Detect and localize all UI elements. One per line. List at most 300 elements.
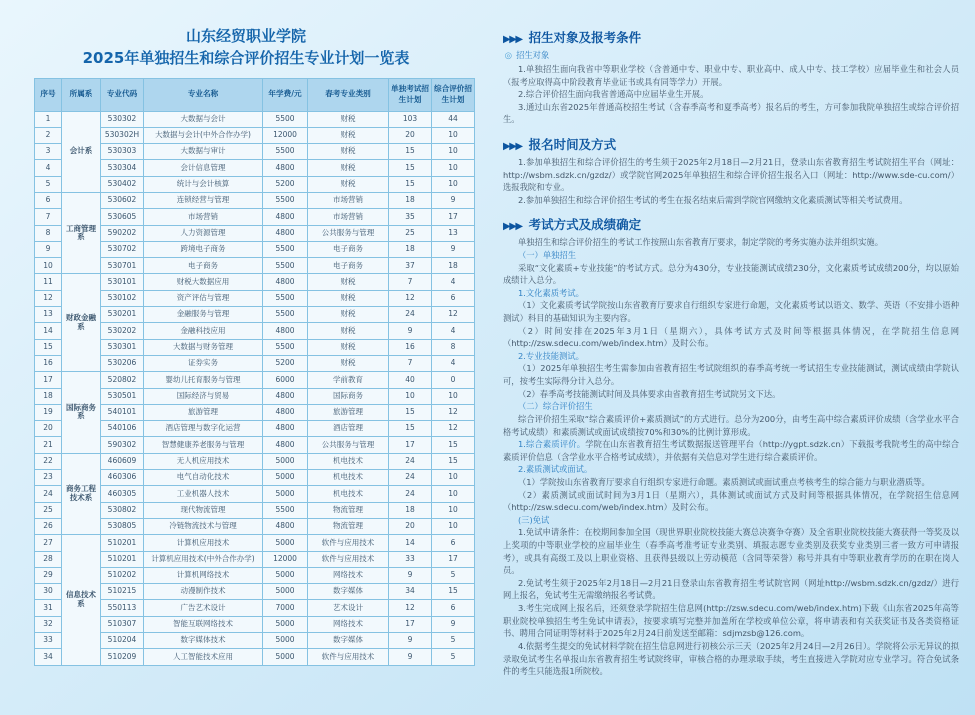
table-cell: 10 [389, 388, 432, 404]
table-cell: 10 [432, 176, 475, 192]
table-cell: 31 [35, 600, 62, 616]
table-cell: 18 [389, 192, 432, 208]
table-cell: 财税 [308, 160, 389, 176]
paragraph [503, 489, 959, 514]
sub-heading [503, 350, 959, 363]
table-cell: 5500 [263, 502, 308, 518]
enrollment-plan-table [34, 78, 475, 666]
table-cell: 530605 [101, 209, 144, 225]
table-cell: 23 [35, 470, 62, 486]
table-cell: 15 [389, 176, 432, 192]
table-cell: 财税 [308, 355, 389, 371]
paragraph-text: （2）素质测试或面试时间为3月1日（星期六），具体测试或面试方式及时间等根据具体情况，在学院招生信息网（http://zsw.sdecu.com/web/index.htm）及时公布。 [503, 489, 959, 513]
table-row [35, 355, 475, 371]
table-cell: 7 [389, 274, 432, 290]
table-cell: 17 [432, 551, 475, 567]
table-cell: 24 [389, 470, 432, 486]
table-cell: 网络技术 [308, 616, 389, 632]
table-cell: 7 [389, 355, 432, 371]
table-cell: 530701 [101, 258, 144, 274]
col-header-name: 专业名称 [144, 78, 263, 111]
table-cell: 现代物流管理 [144, 502, 263, 518]
table-cell: 6000 [263, 372, 308, 388]
table-row [35, 518, 475, 534]
info-section [503, 215, 959, 677]
table-row [35, 209, 475, 225]
table-cell: 5500 [263, 192, 308, 208]
paragraph [503, 325, 959, 350]
table-cell: 5500 [263, 258, 308, 274]
table-row [35, 258, 475, 274]
paragraph-lead: 1.综合素质评价。 [517, 439, 586, 450]
table-cell: 15 [432, 584, 475, 600]
table-row [35, 404, 475, 420]
table-cell: 24 [35, 486, 62, 502]
sub-heading [503, 438, 959, 463]
table-cell: 财政金融系 [62, 274, 101, 372]
table-cell: 17 [389, 616, 432, 632]
table-row [35, 470, 475, 486]
table-row [35, 388, 475, 404]
table-cell: 8 [432, 339, 475, 355]
table-cell: 30 [35, 584, 62, 600]
table-cell: 530805 [101, 518, 144, 534]
table-cell: 冷链物流技术与管理 [144, 518, 263, 534]
table-cell: 1 [35, 111, 62, 127]
table-cell: 机电技术 [308, 453, 389, 469]
table-row [35, 274, 475, 290]
table-row [35, 567, 475, 583]
table-cell: 财税 [308, 323, 389, 339]
table-cell: 数字媒体 [308, 633, 389, 649]
table-cell: 4800 [263, 404, 308, 420]
paragraph-text: （二）综合评价招生 [517, 401, 593, 412]
paragraph [503, 388, 959, 401]
table-cell: 4 [432, 274, 475, 290]
table-row [35, 241, 475, 257]
table-cell: 4 [35, 160, 62, 176]
table-cell: 12 [389, 290, 432, 306]
table-cell: 540106 [101, 421, 144, 437]
table-cell: 0 [432, 372, 475, 388]
table-cell: 5500 [263, 290, 308, 306]
table-cell: 16 [389, 339, 432, 355]
table-cell: 9 [432, 192, 475, 208]
section-title [503, 215, 959, 233]
table-cell: 财税大数据应用 [144, 274, 263, 290]
paragraph-text: （1）学院按山东省教育厅要求自行组织专家进行命题。素质测试或面试重点考核考生的综合能力与职业潜质等。 [517, 476, 930, 487]
table-cell: 旅游管理 [144, 404, 263, 420]
table-row [35, 649, 475, 665]
table-cell: 5000 [263, 584, 308, 600]
table-cell: 9 [389, 567, 432, 583]
triple-arrow-icon: ▶▶▶ [503, 34, 522, 45]
table-cell: 6 [432, 600, 475, 616]
table-cell: 530402 [101, 176, 144, 192]
table-title: 2025年单独招生和综合评价招生专业计划一览表 [82, 48, 410, 67]
plan-table-panel [34, 26, 472, 666]
sub-heading [503, 249, 959, 262]
sub-heading [503, 514, 959, 527]
table-row [35, 616, 475, 632]
table-cell: 动漫制作技术 [144, 584, 263, 600]
col-header-dept: 所属系 [62, 78, 101, 111]
table-cell: 530303 [101, 144, 144, 160]
table-cell: 530101 [101, 274, 144, 290]
table-cell: 机电技术 [308, 486, 389, 502]
paragraph [503, 156, 959, 194]
table-cell: 9 [389, 323, 432, 339]
table-cell: 旅游管理 [308, 404, 389, 420]
table-cell: 物流管理 [308, 518, 389, 534]
sub-heading [503, 49, 959, 63]
college-name: 山东经贸职业学院 [185, 27, 306, 45]
table-cell: 37 [389, 258, 432, 274]
paragraph-text: （2）时间安排在2025年3月1日（星期六），具体考试方式及时间等根据具体情况，在学院招生信息网（http://zsw.sdecu.com/web/index.htm）及时公布。 [503, 325, 959, 349]
table-cell: 25 [389, 225, 432, 241]
paragraph-text: （2）春季高考技能测试时间及具体要求由省教育招生考试院另文下达。 [517, 388, 781, 399]
table-cell: 5500 [263, 307, 308, 323]
table-cell: 510204 [101, 633, 144, 649]
table-cell: 20 [389, 518, 432, 534]
table-cell: 33 [35, 633, 62, 649]
paragraph-text: 2.综合评价招生面向我省普通高中应届毕业生开展。 [517, 89, 709, 100]
paragraph [503, 476, 959, 489]
table-cell: 3 [35, 144, 62, 160]
table-cell: 物流管理 [308, 502, 389, 518]
table-cell: 5500 [263, 339, 308, 355]
table-cell: 550113 [101, 600, 144, 616]
table-cell: 4800 [263, 421, 308, 437]
table-cell: 590302 [101, 437, 144, 453]
table-cell: 财税 [308, 144, 389, 160]
table-cell: 35 [389, 209, 432, 225]
table-cell: 国际经济与贸易 [144, 388, 263, 404]
paragraph-text: 采取“文化素质+专业技能”的考试方式。总分为430分，专业技能测试成绩230分，文化素质考试成绩200分，均以原始成绩计入总分。 [503, 262, 959, 286]
table-cell: 4800 [263, 323, 308, 339]
table-row [35, 372, 475, 388]
section-title-text: 招生对象及报考条件 [528, 30, 642, 45]
table-cell: 计算机网络技术 [144, 567, 263, 583]
table-cell: 40 [389, 372, 432, 388]
section-title-text: 考试方式及成绩确定 [528, 217, 642, 233]
table-cell: 统计与会计核算 [144, 176, 263, 192]
table-cell: 市场营销 [308, 192, 389, 208]
table-cell: 10 [432, 486, 475, 502]
table-cell: 工业机器人技术 [144, 486, 263, 502]
table-row [35, 192, 475, 208]
table-row [35, 584, 475, 600]
table-row [35, 144, 475, 160]
table-cell: 国际商务 [308, 388, 389, 404]
table-cell: 18 [35, 388, 62, 404]
table-cell: 15 [389, 404, 432, 420]
table-cell: 7 [35, 209, 62, 225]
table-cell: 11 [35, 274, 62, 290]
table-cell: 12 [432, 421, 475, 437]
table-row [35, 176, 475, 192]
table-row [35, 600, 475, 616]
table-cell: 10 [432, 502, 475, 518]
table-cell: 15 [35, 339, 62, 355]
table-cell: 市场营销 [144, 209, 263, 225]
table-cell: 12000 [263, 551, 308, 567]
table-cell: 34 [389, 584, 432, 600]
table-cell: 15 [389, 160, 432, 176]
paragraph [503, 299, 959, 324]
table-cell: 数字媒体技术 [144, 633, 263, 649]
table-cell: 10 [432, 518, 475, 534]
table-cell: 软件与应用技术 [308, 535, 389, 551]
table-cell: 590202 [101, 225, 144, 241]
table-cell: 软件与应用技术 [308, 551, 389, 567]
table-cell: 34 [35, 649, 62, 665]
table-cell: 智慧健康养老服务与管理 [144, 437, 263, 453]
table-cell: 4800 [263, 225, 308, 241]
table-cell: 软件与应用技术 [308, 649, 389, 665]
table-cell: 12 [432, 307, 475, 323]
table-cell: 4800 [263, 160, 308, 176]
paragraph-text: 4.依据考生提交的免试材料学院在招生信息网进行初核公示三天（2025年2月24日—2月26日）。学院将公示无异议的拟录取免试考生名单报山东省教育招生考试院终审，审核合格的办理录取手续，考生直接进入学院对应专业学习。符合免试条件的考生只能选报1所院校。 [503, 640, 959, 677]
table-header [35, 78, 475, 111]
paragraph-text: （1）2025年单独招生考生需参加由省教育招生考试院组织的春季高考统一考试招生专业技能测试，测试成绩由学院认可，按考生实际得分计入总分。 [503, 363, 959, 387]
table-cell: 460609 [101, 453, 144, 469]
table-cell: 大数据与会计(中外合作办学) [144, 127, 263, 143]
table-cell: 27 [35, 535, 62, 551]
table-cell: 财税 [308, 307, 389, 323]
table-cell: 10 [432, 160, 475, 176]
table-cell: 4 [432, 355, 475, 371]
table-cell: 酒店管理 [308, 421, 389, 437]
table-cell: 510202 [101, 567, 144, 583]
table-cell: 6 [432, 535, 475, 551]
table-cell: 5 [432, 649, 475, 665]
table-cell: 530302H [101, 127, 144, 143]
table-cell: 530201 [101, 307, 144, 323]
table-cell: 18 [432, 258, 475, 274]
table-cell: 24 [389, 453, 432, 469]
table-cell: 资产评估与管理 [144, 290, 263, 306]
table-cell: 5200 [263, 176, 308, 192]
paragraph-text: (三)免试 [517, 514, 550, 525]
table-cell: 财税 [308, 274, 389, 290]
table-cell: 460305 [101, 486, 144, 502]
table-cell: 14 [389, 535, 432, 551]
circle-icon: ◎ [504, 51, 513, 61]
table-row [35, 551, 475, 567]
table-cell: 15 [389, 421, 432, 437]
table-cell: 人工智能技术应用 [144, 649, 263, 665]
table-cell: 12 [389, 600, 432, 616]
paragraph [503, 577, 959, 602]
paragraph-text: 单独招生和综合评价招生的考试工作按照山东省教育厅要求，制定学院的考务实施办法并组织实施。 [517, 237, 884, 248]
table-cell: 6 [432, 290, 475, 306]
paragraph-text: 3.通过山东省2025年普通高校招生考试（含春季高考和夏季高考）报名后的考生，方可参加我院单独招生或综合评价招生。 [503, 101, 959, 125]
table-row [35, 453, 475, 469]
table-cell: 智能互联网络技术 [144, 616, 263, 632]
paragraph-text: （一）单独招生 [517, 250, 577, 260]
table-cell: 5000 [263, 453, 308, 469]
table-cell: 5 [432, 633, 475, 649]
table-row [35, 421, 475, 437]
table-cell: 电气自动化技术 [144, 470, 263, 486]
table-cell: 15 [389, 144, 432, 160]
table-cell: 无人机应用技术 [144, 453, 263, 469]
table-cell: 4 [432, 323, 475, 339]
paragraph [503, 262, 959, 287]
table-cell: 530602 [101, 192, 144, 208]
table-cell: 5000 [263, 616, 308, 632]
info-section [503, 28, 959, 126]
paragraph [503, 194, 959, 207]
table-cell: 5000 [263, 649, 308, 665]
table-cell: 大数据与财务管理 [144, 339, 263, 355]
table-cell: 公共服务与管理 [308, 437, 389, 453]
table-cell: 10 [432, 388, 475, 404]
paragraph-text: （1）文化素质考试学院按山东省教育厅要求自行组织专家进行命题，文化素质考试以语文、数学、英语（不安排小语种测试）科目的基础知识为主要内容。 [503, 300, 959, 324]
table-cell: 4800 [263, 209, 308, 225]
table-cell: 22 [35, 453, 62, 469]
paragraph-text: 综合评价招生采取“综合素质评价+素质测试”的方式进行。总分为200分，由考生高中综合素质评价成绩（含学业水平合格考试成绩）和素质测试或面试成绩按70%和30%的比例计算形成。 [503, 413, 959, 437]
table-cell: 520802 [101, 372, 144, 388]
table-cell: 9 [432, 241, 475, 257]
table-cell: 540101 [101, 404, 144, 420]
table-row [35, 290, 475, 306]
table-cell: 460306 [101, 470, 144, 486]
table-cell: 530102 [101, 290, 144, 306]
table-row [35, 486, 475, 502]
table-cell: 财税 [308, 127, 389, 143]
table-cell: 530302 [101, 111, 144, 127]
table-cell: 公共服务与管理 [308, 225, 389, 241]
paragraph-text: 2.素质测试或面试。 [517, 464, 593, 475]
table-row [35, 307, 475, 323]
paragraph [503, 526, 959, 576]
table-cell: 9 [35, 241, 62, 257]
table-cell: 会计系 [62, 111, 101, 192]
table-cell: 5500 [263, 144, 308, 160]
sub-heading [503, 463, 959, 476]
table-row [35, 160, 475, 176]
table-cell: 4800 [263, 274, 308, 290]
table-cell: 10 [432, 144, 475, 160]
table-cell: 学前教育 [308, 372, 389, 388]
table-cell: 15 [432, 453, 475, 469]
table-cell: 信息技术系 [62, 535, 101, 665]
paragraph [503, 63, 959, 88]
table-cell: 26 [35, 518, 62, 534]
table-row [35, 502, 475, 518]
right-column [503, 24, 959, 678]
table-cell: 18 [389, 502, 432, 518]
table-cell: 跨境电子商务 [144, 241, 263, 257]
table-cell: 4800 [263, 437, 308, 453]
table-cell: 14 [35, 323, 62, 339]
col-header-fee: 年学费/元 [263, 78, 308, 111]
table-cell: 5 [432, 567, 475, 583]
table-cell: 网络技术 [308, 567, 389, 583]
table-cell: 20 [35, 421, 62, 437]
table-cell: 机电技术 [308, 470, 389, 486]
table-cell: 5500 [263, 111, 308, 127]
table-cell: 金融科技应用 [144, 323, 263, 339]
table-cell: 33 [389, 551, 432, 567]
table-cell: 24 [389, 486, 432, 502]
table-cell: 24 [389, 307, 432, 323]
table-cell: 财税 [308, 176, 389, 192]
table-cell: 17 [35, 372, 62, 388]
table-cell: 5000 [263, 470, 308, 486]
paragraph-text: 学院在山东省教育招生考试数据报送管理平台（http://ygpt.sdzk.cn）下载报考我院考生的高中综合素质评价信息（含学业水平合格考试成绩），并依据有关信息对学生进行综合素质评价。 [503, 439, 959, 462]
table-cell: 5200 [263, 355, 308, 371]
table-cell: 530501 [101, 388, 144, 404]
table-cell: 510209 [101, 649, 144, 665]
table-cell: 530802 [101, 502, 144, 518]
page-title [34, 26, 458, 70]
table-cell: 12 [35, 290, 62, 306]
table-cell: 会计信息管理 [144, 160, 263, 176]
col-header-no: 序号 [35, 78, 62, 111]
table-cell: 530304 [101, 160, 144, 176]
table-cell: 连锁经营与管理 [144, 192, 263, 208]
table-cell: 530301 [101, 339, 144, 355]
table-row [35, 535, 475, 551]
paragraph-text: 3.考生完成网上报名后，还须登录学院招生信息网(http://zsw.sdecu.com/web/index.htm)下载《山东省2025年高等职业院校单独招生考生免试申请表》，按要求填写完整并加盖所在学校或单位公章，将申请表和有关获奖证书及各类资格证书、聘用合同证明等材料于2025年2月24日前发送至邮箱：sdjmzsb@126.com。 [503, 603, 959, 639]
table-cell: 12000 [263, 127, 308, 143]
table-cell: 5000 [263, 535, 308, 551]
table-row [35, 633, 475, 649]
table-cell: 21 [35, 437, 62, 453]
table-cell: 5 [35, 176, 62, 192]
table-cell: 电子商务 [308, 241, 389, 257]
table-cell: 29 [35, 567, 62, 583]
paragraph-text: 1.参加单独招生和综合评价招生的考生须于2025年2月18日—2月21日，登录山东省教育招生考试院招生平台（网址：http://wsbm.sdzk.cn/gzdz/）或学院官网2025年单独招生和综合评价招生报名入口（网址：http://www.sde-cu.com/）选报我院和专业。 [503, 156, 959, 193]
triple-arrow-icon: ▶▶▶ [503, 221, 522, 233]
table-cell: 103 [389, 111, 432, 127]
table-cell: 17 [389, 437, 432, 453]
table-cell: 20 [389, 127, 432, 143]
paragraph [503, 640, 959, 678]
table-cell: 计算机应用技术(中外合作办学) [144, 551, 263, 567]
table-cell: 4800 [263, 388, 308, 404]
paragraph-text: 1.免试申请条件：在校期间参加全国（现世界职业院校技能大赛总决赛争夺赛）及全省职业院校技能大赛获得一等奖及以上奖项的中等职业学校的应届毕业生（春季高考准考证专业类别、填报志愿专业类别及获奖专业类别三者一致方可申请报考），或具有高级工及以上职业资格、且获得县级以上劳动模范（含同等荣誉）称号并具有中等职业教育学历的在职在岗人员。 [503, 527, 959, 576]
table-row [35, 127, 475, 143]
paragraph-text: 招生对象 [516, 50, 550, 60]
table-cell: 工商管理系 [62, 192, 101, 273]
table-cell: 2 [35, 127, 62, 143]
table-cell: 510307 [101, 616, 144, 632]
table-cell: 7000 [263, 600, 308, 616]
table-cell: 510215 [101, 584, 144, 600]
table-cell: 530206 [101, 355, 144, 371]
table-cell: 商务工程技术系 [62, 453, 101, 534]
table-cell: 13 [35, 307, 62, 323]
table-cell: 财税 [308, 339, 389, 355]
table-cell: 电子商务 [144, 258, 263, 274]
table-cell: 酒店管理与数字化运营 [144, 421, 263, 437]
paragraph [503, 602, 959, 640]
paragraph [503, 88, 959, 101]
triple-arrow-icon: ▶▶▶ [503, 140, 522, 152]
table-cell: 17 [432, 209, 475, 225]
table-cell: 5000 [263, 486, 308, 502]
table-cell: 18 [389, 241, 432, 257]
table-cell: 市场营销 [308, 209, 389, 225]
table-cell: 人力资源管理 [144, 225, 263, 241]
table-cell: 5000 [263, 633, 308, 649]
table-row [35, 339, 475, 355]
table-cell: 10 [432, 470, 475, 486]
